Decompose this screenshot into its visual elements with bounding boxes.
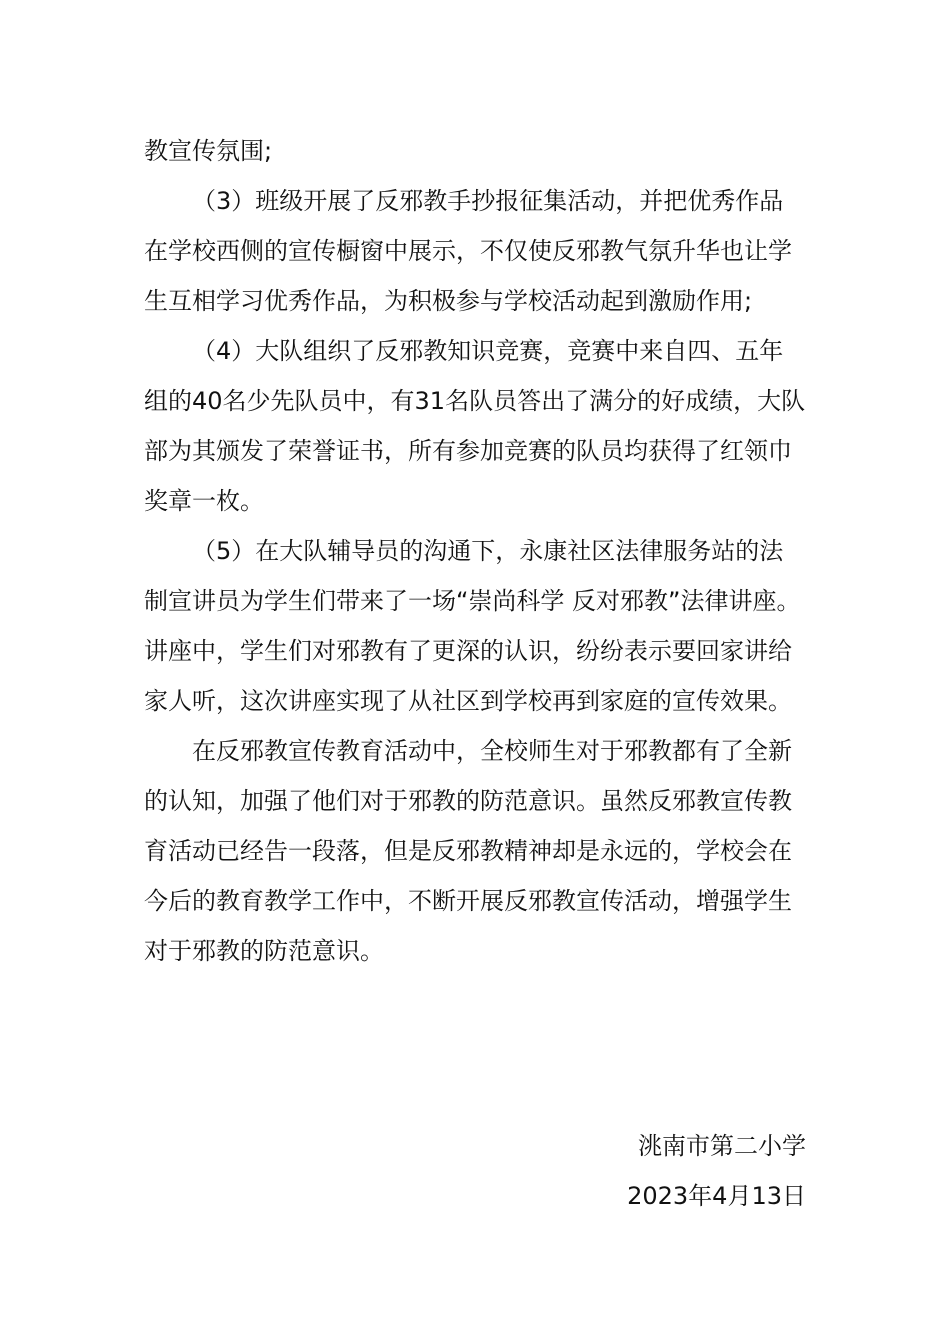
paragraph-item-3: （3）班级开展了反邪教手抄报征集活动，并把优秀作品在学校西侧的宣传橱窗中展示，不仅使反邪教气氛升华也让学生互相学习优秀作品，为积极参与学校活动起到激励作用; — [144, 187, 792, 315]
paragraph-conclusion: 在反邪教宣传教育活动中，全校师生对于邪教都有了全新的认知，加强了他们对于邪教的防范意识。虽然反邪教宣传教育活动已经告一段落，但是反邪教精神却是永远的，学校会在今后的教育教学工作中，不断开展反邪教宣传活动，增强学生对于邪教的防范意识。 — [144, 737, 792, 965]
document-body — [144, 126, 806, 976]
signature-block — [627, 1121, 806, 1221]
paragraph-item-4: （4）大队组织了反邪教知识竞赛，竞赛中来自四、五年组的40名少先队员中，有31名队员答出了满分的好成绩，大队部为其颁发了荣誉证书，所有参加竞赛的队员均获得了红领巾奖章一枚。 — [144, 337, 806, 515]
signature-organization: 洮南市第二小学 — [638, 1132, 806, 1160]
paragraph-item-5: （5）在大队辅导员的沟通下，永康社区法律服务站的法制宣讲员为学生们带来了一场“崇尚科学 反对邪教”法律讲座。讲座中，学生们对邪教有了更深的认识，纷纷表示要回家讲给家人听，这次讲座实现了从社区到学校再到家庭的宣传效果。 — [144, 537, 801, 715]
paragraph-continuation: 教宣传氛围; — [144, 137, 273, 165]
signature-date: 2023年4月13日 — [627, 1182, 806, 1210]
